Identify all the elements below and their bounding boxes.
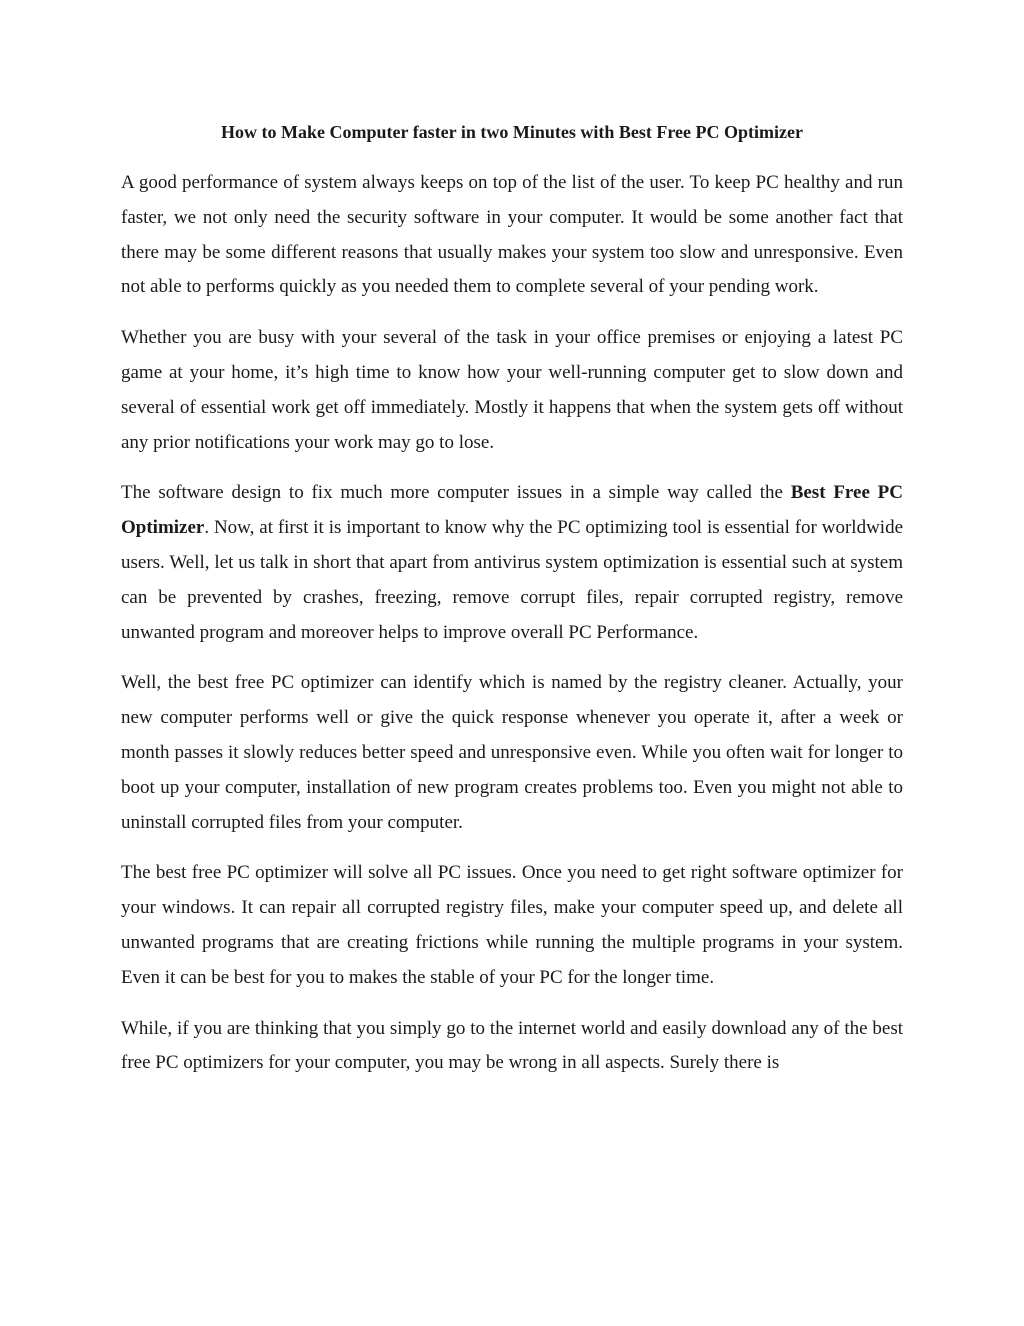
paragraph-4: Well, the best free PC optimizer can identify which is named by the registry cleaner. Actually, your new computer performs well or give the quick response whenever you operate it, after a week or month passes it slowly reduces better speed and unresponsive even. While you often wait for longer to boot up your computer, installation of new program creates problems too. Even you might not able to uninstall corrupted files from your computer. xyxy=(121,672,903,833)
product-name-bold: Best Free PC Optimizer xyxy=(121,482,903,539)
document-page xyxy=(121,116,903,1097)
paragraph-2: Whether you are busy with your several of the task in your office premises or enjoying a latest PC game at your home, it’s high time to know how your well-running computer get to slow down and several of essential work get off immediately. Mostly it happens that when the system gets off without any prior notifications your work may go to lose. xyxy=(121,327,903,453)
document-title: How to Make Computer faster in two Minutes with Best Free PC Optimizer xyxy=(221,122,803,142)
paragraph-3 xyxy=(121,476,903,650)
paragraph-3-lead: The software design to fix much more computer issues in a simple way called the xyxy=(121,482,791,504)
paragraph-3-rest: . Now, at first it is important to know why the PC optimizing tool is essential for worldwide users. Well, let us talk in short that apart from antivirus system optimization is essential such at system can be prevented by crashes, freezing, remove corrupt files, repair corrupted registry, remove unwanted program and moreover helps to improve overall PC Performance. xyxy=(121,517,903,643)
paragraph-5: The best free PC optimizer will solve all PC issues. Once you need to get right software optimizer for your windows. It can repair all corrupted registry files, make your computer speed up, and delete all unwanted programs that are creating frictions while running the multiple programs in your system. Even it can be best for you to makes the stable of your PC for the longer time. xyxy=(121,862,903,988)
paragraph-1: A good performance of system always keeps on top of the list of the user. To keep PC healthy and run faster, we not only need the security software in your computer. It would be some another fact that there may be some different reasons that usually makes your system too slow and unresponsive. Even not able to performs quickly as you needed them to complete several of your pending work. xyxy=(121,172,903,298)
paragraph-6: While, if you are thinking that you simply go to the internet world and easily download any of the best free PC optimizers for your computer, you may be wrong in all aspects. Surely there is xyxy=(121,1017,903,1074)
